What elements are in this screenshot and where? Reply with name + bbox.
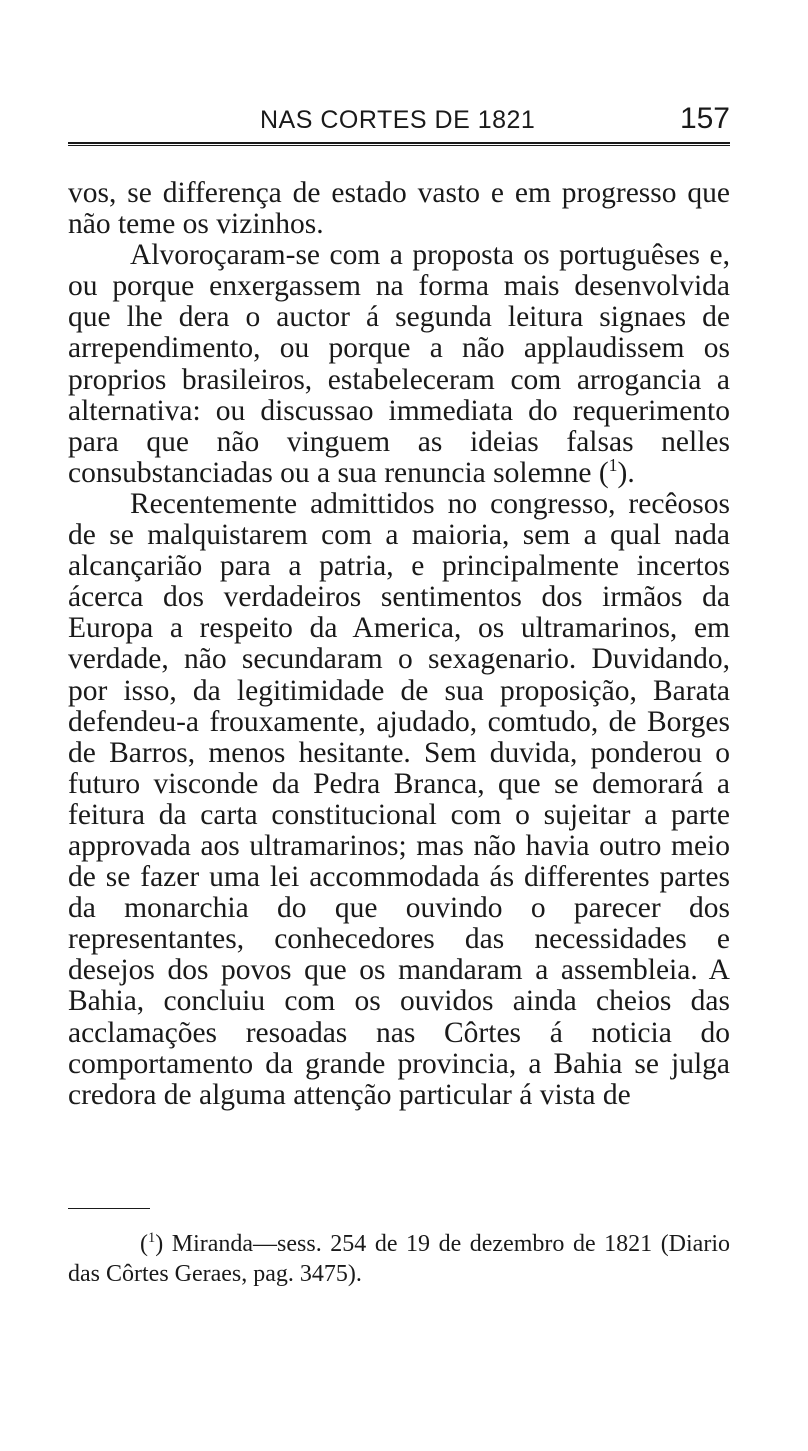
running-title: NAS CORTES DE 1821: [260, 106, 536, 134]
footnote-text: [68, 1229, 730, 1289]
paragraph: [68, 489, 730, 1111]
footnote-marker: 1: [148, 1230, 156, 1246]
footnote-close: ): [155, 1231, 164, 1257]
footnote-body: Miranda—sess. 254 de 19 de dezembro de 1821 (Diario das Côrtes Geraes, pag. 3475).: [68, 1231, 730, 1287]
body-text: [68, 178, 730, 1111]
footnote: [68, 1229, 730, 1289]
paragraph: [68, 240, 730, 489]
running-head: [68, 96, 730, 140]
paragraph-1-text: vos, se differença de estado vasto e em progresso que não teme os vizinhos.: [68, 177, 730, 241]
paragraph-2-tail: ).: [617, 456, 635, 489]
footnote-reference: 1: [608, 455, 618, 476]
paragraph-3-text: Recentemente admittidos no congresso, recêosos de se malquistarem com a maioria, sem a qual nada alcançarião para a patria, e principalmente incertos ácerca dos verdadeiros sentimentos dos irmãos da Europa a respeito da America, os ultramarinos, em verdade, não secundaram o sexagenario. Duvidando, por isso, da legitimidade de sua proposição, Barata defendeu-a frouxamente, ajudado, comtudo, de Borges de Barros, menos hesitante. Sem duvida, ponderou o futuro visconde da Pedra Branca, que se demorará a feitura da carta constitucional com o sujeitar a parte approvada aos ultramarinos; mas não havia outro meio de se fazer uma lei accommodada ás differentes partes da monarchia do que ouvindo o parecer dos representantes, conhecedores das necessidades e desejos dos povos que os mandaram a assembleia. A Bahia, concluiu com os ouvidos ainda cheios das acclamações resoadas nas Côrtes á noticia do comportamento da grande provincia, a Bahia se julga credora de alguma attenção particular á vista de: [68, 487, 730, 1111]
paragraph-continuation: [68, 178, 730, 240]
header-rule: [68, 142, 730, 146]
footnote-rule: [68, 1208, 150, 1209]
footnote-open: (: [140, 1231, 148, 1257]
page-number: 157: [679, 102, 730, 135]
paragraph-2-text: Alvoroçaram-se com a proposta os portuguêses e, ou porque enxergassem na forma mais desenvolvida que lhe dera o auctor á segunda leitura signaes de arrependimento, ou porque a não applaudissem os proprios brasileiros, estabeleceram com arrogancia a alternativa: ou discussao immediata do requerimento para que não vinguem as ideias falsas nelles consubstanciadas ou a sua renuncia solemne (: [68, 239, 730, 489]
book-page: [68, 96, 730, 1287]
